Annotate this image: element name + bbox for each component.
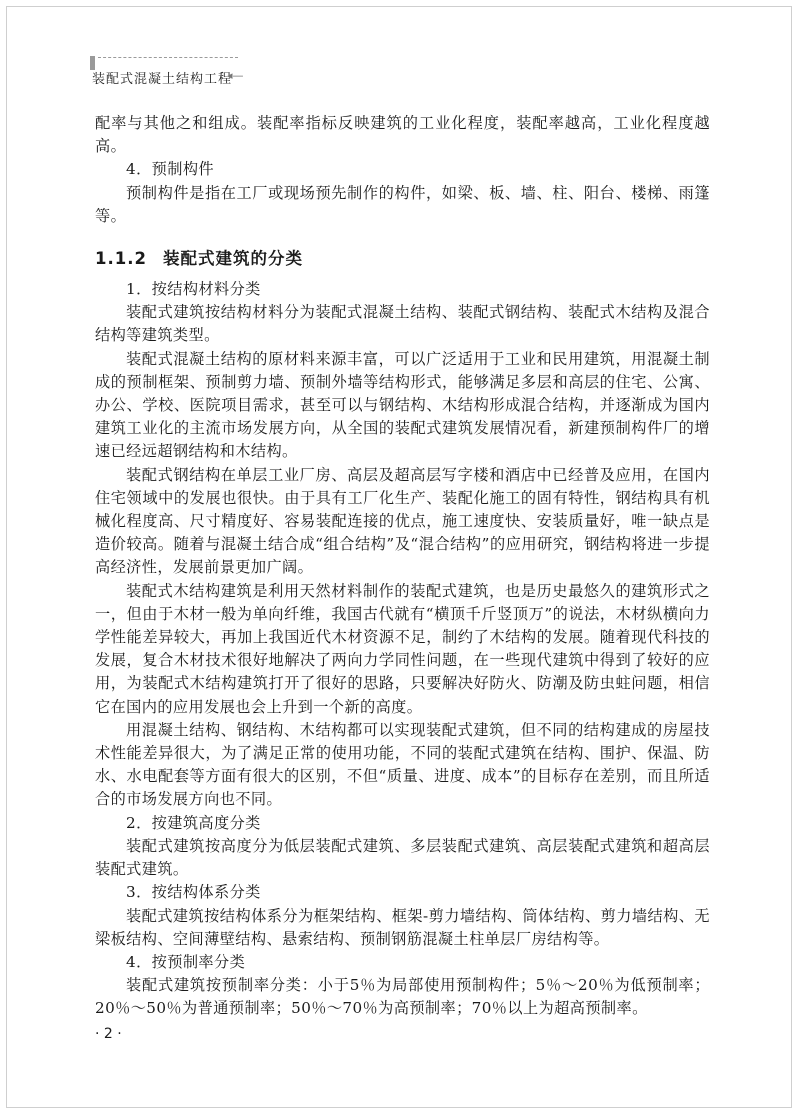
page-number: · 2 · (95, 1026, 122, 1042)
section-heading (95, 245, 710, 269)
page-body (95, 112, 710, 1021)
paragraph-material-types: 装配式建筑按结构材料分为装配式混凝土结构、装配式钢结构、装配式木结构及混合结构等建筑类型。 (95, 303, 710, 345)
paragraph-concrete-structure: 装配式混凝土结构的原材料来源丰富，可以广泛适用于工业和民用建筑，用混凝土制成的预制框架、预制剪力墙、预制外墙等结构形式，能够满足多层和高层的住宅、公寓、办公、学校、医院项目需求，甚至可以与钢结构、木结构形成混合结构，并逐渐成为国内建筑工业化的主流市场发展方向，从全国的装配式建筑发展情况看，新建预制构件厂的增速已经远超钢结构和木结构。 (95, 349, 710, 461)
paragraph-system-types: 装配式建筑按结构体系分为框架结构、框架-剪力墙结构、筒体结构、剪力墙结构、无梁板结构、空间薄壁结构、悬索结构、预制钢筋混凝土柱单层厂房结构等。 (95, 906, 710, 948)
subsection-title-material: 1．按结构材料分类 (126, 280, 261, 299)
header-arrow-icon: ◂— (227, 69, 244, 82)
paragraph-height-types: 装配式建筑按高度分为低层装配式建筑、多层装配式建筑、高层装配式建筑和超高层装配式建筑。 (95, 836, 710, 879)
item-title-prefabricated-components: 4．预制构件 (126, 160, 215, 179)
section-number: 1.1.2 (95, 249, 147, 269)
subsection-title-system: 3．按结构体系分类 (126, 883, 261, 902)
subsection-title-height: 2．按建筑高度分类 (126, 813, 261, 832)
section-title: 装配式建筑的分类 (162, 249, 303, 269)
paragraph-structure-comparison: 用混凝土结构、钢结构、木结构都可以实现装配式建筑，但不同的结构建成的房屋技术性能差异很大，为了满足正常的使用功能，不同的装配式建筑在结构、围护、保温、防水、水电配套等方面有很大的区别，不但“质量、进度、成本”的目标存在差别，而且所适合的市场发展方向也不同。 (95, 720, 710, 809)
header-dashed-rule (98, 57, 238, 58)
paragraph-steel-structure: 装配式钢结构在单层工业厂房、高层及超高层写字楼和酒店中已经普及应用，在国内住宅领域中的发展也很快。由于具有工厂化生产、装配化施工的固有特性，钢结构具有机械化程度高、尺寸精度好、容易装配连接的优点，施工速度快、安装质量好，唯一缺点是造价较高。随着与混凝土结合成“组合结构”及“混合结构”的应用研究，钢结构将进一步提高经济性，发展前景更加广阔。 (95, 465, 710, 577)
running-header-title: 装配式混凝土结构工程 (92, 72, 233, 87)
paragraph-continued: 配率与其他之和组成。装配率指标反映建筑的工业化程度，装配率越高，工业化程度越高。 (95, 114, 710, 156)
subsection-title-prefab-rate: 4．按预制率分类 (126, 952, 246, 971)
paragraph-prefabricated-components: 预制构件是指在工厂或现场预先制作的构件，如梁、板、墙、柱、阳台、楼梯、雨篷等。 (95, 183, 710, 225)
paragraph-timber-structure: 装配式木结构建筑是利用天然材料制作的装配式建筑，也是历史最悠久的建筑形式之一，但由于木材一般为单向纤维，我国古代就有“横顶千斤竖顶万”的说法，木材纵横向力学性能差异较大，再加上我国近代木材资源不足，制约了木结构的发展。随着现代科技的发展，复合木材技术很好地解决了两向力学同性问题，在一些现代建筑中得到了较好的应用，为装配式木结构建筑打开了很好的思路，只要解决好防火、防潮及防虫蛀问题，相信它在国内的应用发展也会上升到一个新的高度。 (95, 581, 710, 716)
paragraph-prefab-rate: 装配式建筑按预制率分类：小于5％为局部使用预制构件；5％～20％为低预制率；20％～50％为普通预制率；50％～70％为高预制率；70％以上为超高预制率。 (95, 976, 710, 1018)
